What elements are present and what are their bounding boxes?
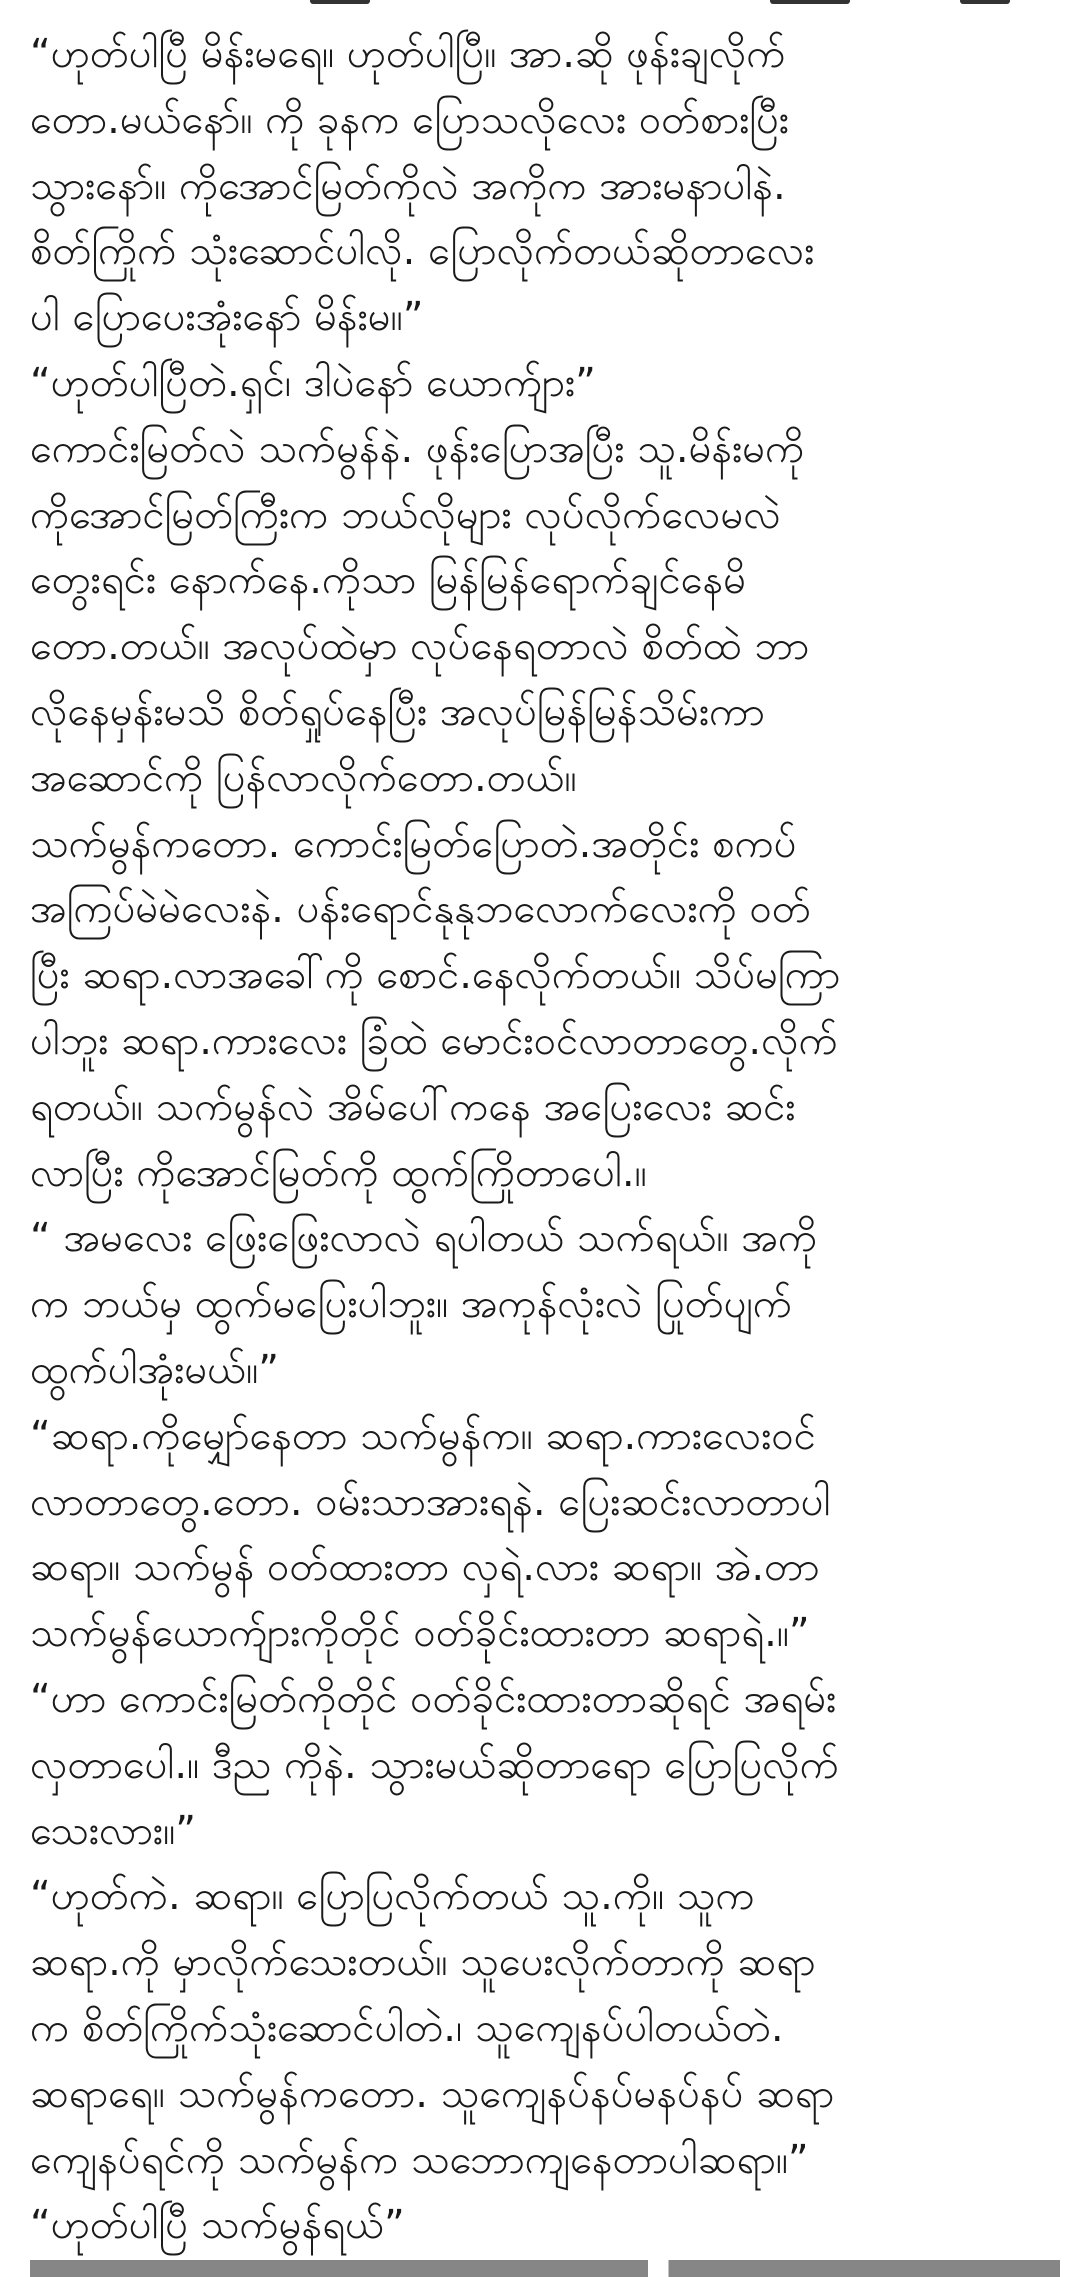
text-line: ရတယ်။ သက်မွန်လဲ အိမ်ပေါ်ကနေ အပြေးလေး ဆင်း bbox=[30, 1083, 796, 1130]
text-line: “ဆရာ.ကိုမျှော်နေတာ သက်မွန်က။ ဆရာ.ကားလေးဝင် bbox=[30, 1412, 816, 1459]
text-line: ဆရာရေ။ သက်မွန်ကတော. သူကျေနပ်နပ်မနပ်နပ် ဆရာ bbox=[30, 2070, 835, 2117]
text-line: သွားနော်။ ကိုအောင်မြတ်ကိုလဲ အကိုက အားမနာပါနဲ. bbox=[30, 162, 786, 209]
text-line: တော.တယ်။ အလုပ်ထဲမှာ လုပ်နေရတာလဲ စိတ်ထဲ ဘာ bbox=[30, 623, 810, 670]
text-line: ပြီး ဆရာ.လာအခေါ်ကို စောင်.နေလိုက်တယ်။ သိပ်မကြာ bbox=[30, 952, 841, 999]
text-line: “ဟုတ်ပါပြီ မိန်းမရေ။ ဟုတ်ပါပြီ။ အာ.ဆို ဖုန်းချလိုက် bbox=[30, 31, 786, 77]
cut-off-next-line bbox=[30, 2260, 1060, 2277]
text-line: စိတ်ကြိုက် သုံးဆောင်ပါလို. ပြောလိုက်တယ်ဆိုတာလေး bbox=[30, 228, 815, 275]
text-line: ဆရာ။ သက်မွန် ဝတ်ထားတာ လှရဲ.လား ဆရာ။ အဲ.တာ bbox=[30, 1544, 820, 1591]
text-line: က ဘယ်မှ ထွက်မပြေးပါဘူး။ အကုန်လုံးလဲ ပြုတ်ပျက် bbox=[30, 1281, 793, 1328]
text-line: သက်မွန်ကတော. ကောင်းမြတ်ပြောတဲ.အတိုင်း စကပ် bbox=[30, 820, 797, 867]
article-text bbox=[30, 22, 1060, 2259]
text-line: “ဟုတ်ကဲ. ဆရာ။ ပြောပြလိုက်တယ် သူ.ကို။ သူက bbox=[30, 1873, 755, 1920]
status-fragment bbox=[310, 0, 370, 4]
text-line: “ အမလေး ဖြေးဖြေးလာလဲ ရပါတယ် သက်ရယ်။ အကို bbox=[30, 1215, 818, 1262]
text-line: လာတာတွေ.တော. ဝမ်းသာအားရနဲ. ပြေးဆင်းလာတာပါ bbox=[30, 1478, 831, 1525]
status-bar-remnant bbox=[0, 0, 1080, 22]
text-line: လှတာပေါ.။ ဒီည ကိုနဲ. သွားမယ်ဆိုတာရော ပြောပြလိုက် bbox=[30, 1741, 839, 1788]
text-line: ပါ ပြောပေးအုံးနော် မိန်းမ။” bbox=[30, 294, 424, 341]
text-line: ကျေနပ်ရင်ကို သက်မွန်က သဘောကျနေတာပါဆရာ။” bbox=[30, 2136, 809, 2183]
text-line: ဆရာ.ကို မှာလိုက်သေးတယ်။ သူပေးလိုက်တာကို ဆရာ bbox=[30, 1939, 816, 1986]
text-line: တော.မယ်နော်။ ကို ခုနက ပြောသလိုလေး ဝတ်စားပြီး bbox=[30, 96, 790, 143]
status-fragment bbox=[960, 0, 1010, 4]
text-line: အကြပ်မဲမဲလေးနဲ. ပန်းရောင်နုနုဘလောက်လေးကို ဝတ် bbox=[30, 886, 811, 933]
text-line: သေးလား။” bbox=[30, 1807, 196, 1854]
text-line: က စိတ်ကြိုက်သုံးဆောင်ပါတဲ.၊ သူကျေနပ်ပါတယ်တဲ. bbox=[30, 2004, 784, 2051]
text-line: လာပြီး ကိုအောင်မြတ်ကို ထွက်ကြိုတာပေါ.။ bbox=[30, 1149, 647, 1196]
cut-off-glyphs bbox=[30, 2260, 1060, 2277]
text-line: ကောင်းမြတ်လဲ သက်မွန်နဲ. ဖုန်းပြောအပြီး သူ.မိန်းမကို bbox=[30, 425, 805, 472]
text-line: လိုနေမှန်းမသိ စိတ်ရှုပ်နေပြီး အလုပ်မြန်မြန်သိမ်းကာ bbox=[30, 688, 765, 735]
text-line: “ဟာ ကောင်းမြတ်ကိုတိုင် ဝတ်ခိုင်းထားတာဆိုရင် အရမ်း bbox=[30, 1675, 837, 1722]
text-line: တွေးရင်း နောက်နေ.ကိုသာ မြန်မြန်ရောက်ချင်နေမိ bbox=[30, 557, 747, 604]
text-line: “ဟုတ်ပါပြီ သက်မွန်ရယ်” bbox=[30, 2202, 405, 2249]
text-line: သက်မွန်ယောက်ျားကိုတိုင် ဝတ်ခိုင်းထားတာ ဆရာရဲ.။” bbox=[30, 1610, 810, 1657]
text-line: ကိုအောင်မြတ်ကြီးက ဘယ်လိုများ လုပ်လိုက်လေမလဲ bbox=[30, 491, 781, 538]
text-line: အဆောင်ကို ပြန်လာလိုက်တော.တယ်။ bbox=[30, 754, 577, 801]
text-line: “ဟုတ်ပါပြီတဲ.ရှင်၊ ဒါပဲနော် ယောက်ျား” bbox=[30, 359, 596, 406]
status-fragment bbox=[770, 0, 850, 4]
text-line: ပါဘူး ဆရာ.ကားလေး ခြံထဲ မောင်းဝင်လာတာတွေ.လိုက် bbox=[30, 1017, 838, 1064]
text-line: ထွက်ပါအုံးမယ်။” bbox=[30, 1346, 279, 1393]
